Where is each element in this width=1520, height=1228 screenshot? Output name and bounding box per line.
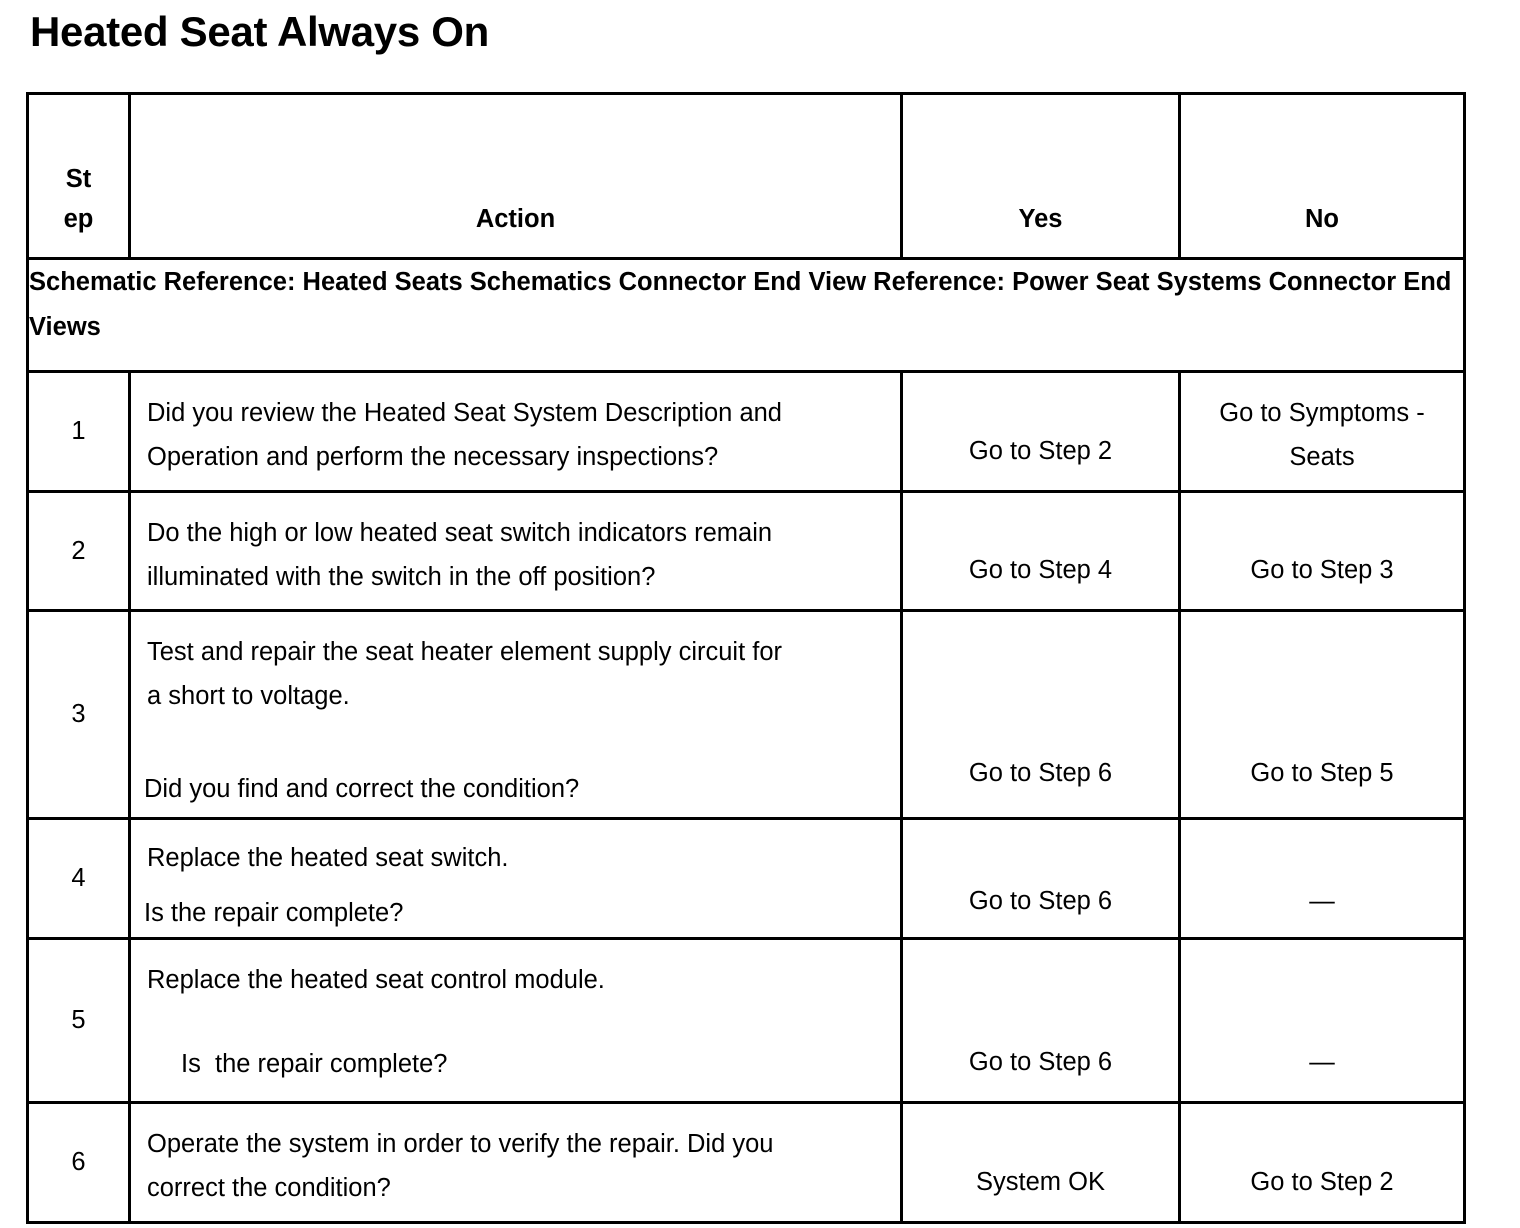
step-action: Do the high or low heated seat switch indicators remain illuminated with the switch in the off position?	[130, 492, 902, 611]
step-yes: Go to Step 4	[902, 492, 1180, 611]
step-no: —	[1180, 819, 1465, 939]
step-number: 3	[28, 611, 130, 819]
diagnostic-table	[26, 92, 1466, 1224]
table-row	[28, 1103, 1465, 1223]
header-yes: Yes	[902, 94, 1180, 259]
step-action-cell	[130, 819, 902, 939]
header-row	[28, 94, 1465, 259]
step-action: Replace the heated seat switch.	[147, 844, 509, 872]
header-step-line1: St	[65, 165, 92, 193]
step-yes: Go to Step 2	[902, 372, 1180, 492]
step-number: 6	[28, 1103, 130, 1223]
step-action: Did you review the Heated Seat System Description and Operation and perform the necessary inspections?	[130, 372, 902, 492]
step-no: Go to Step 5	[1180, 611, 1465, 819]
step-yes: System OK	[902, 1103, 1180, 1223]
step-yes: Go to Step 6	[902, 611, 1180, 819]
header-action: Action	[130, 94, 902, 259]
step-no: Go to Symptoms - Seats	[1180, 372, 1465, 492]
table-row	[28, 372, 1465, 492]
page-title: Heated Seat Always On	[30, 8, 489, 55]
step-action-cell	[130, 611, 902, 819]
step-yes: Go to Step 6	[902, 819, 1180, 939]
step-number: 2	[28, 492, 130, 611]
step-question: Is the repair complete?	[181, 1050, 448, 1078]
table-row	[28, 611, 1465, 819]
table-row	[28, 492, 1465, 611]
step-action: Replace the heated seat control module.	[147, 966, 605, 994]
step-no: —	[1180, 939, 1465, 1103]
step-question: Did you find and correct the condition?	[144, 775, 580, 803]
header-step	[28, 94, 130, 259]
step-number: 4	[28, 819, 130, 939]
step-number: 5	[28, 939, 130, 1103]
step-action: Operate the system in order to verify the repair. Did you correct the condition?	[130, 1103, 902, 1223]
step-action: Test and repair the seat heater element supply circuit for a short to voltage.	[147, 638, 782, 710]
schematic-reference: Schematic Reference: Heated Seats Schematics Connector End View Reference: Power Seat Systems Connector End Views	[28, 259, 1465, 372]
step-no: Go to Step 3	[1180, 492, 1465, 611]
step-question: Is the repair complete?	[144, 899, 404, 927]
table-row	[28, 939, 1465, 1103]
step-number: 1	[28, 372, 130, 492]
table-row	[28, 819, 1465, 939]
header-step-line2: ep	[63, 205, 94, 233]
header-no: No	[1180, 94, 1465, 259]
step-action-cell	[130, 939, 902, 1103]
step-no: Go to Step 2	[1180, 1103, 1465, 1223]
step-yes: Go to Step 6	[902, 939, 1180, 1103]
reference-row	[28, 259, 1465, 372]
